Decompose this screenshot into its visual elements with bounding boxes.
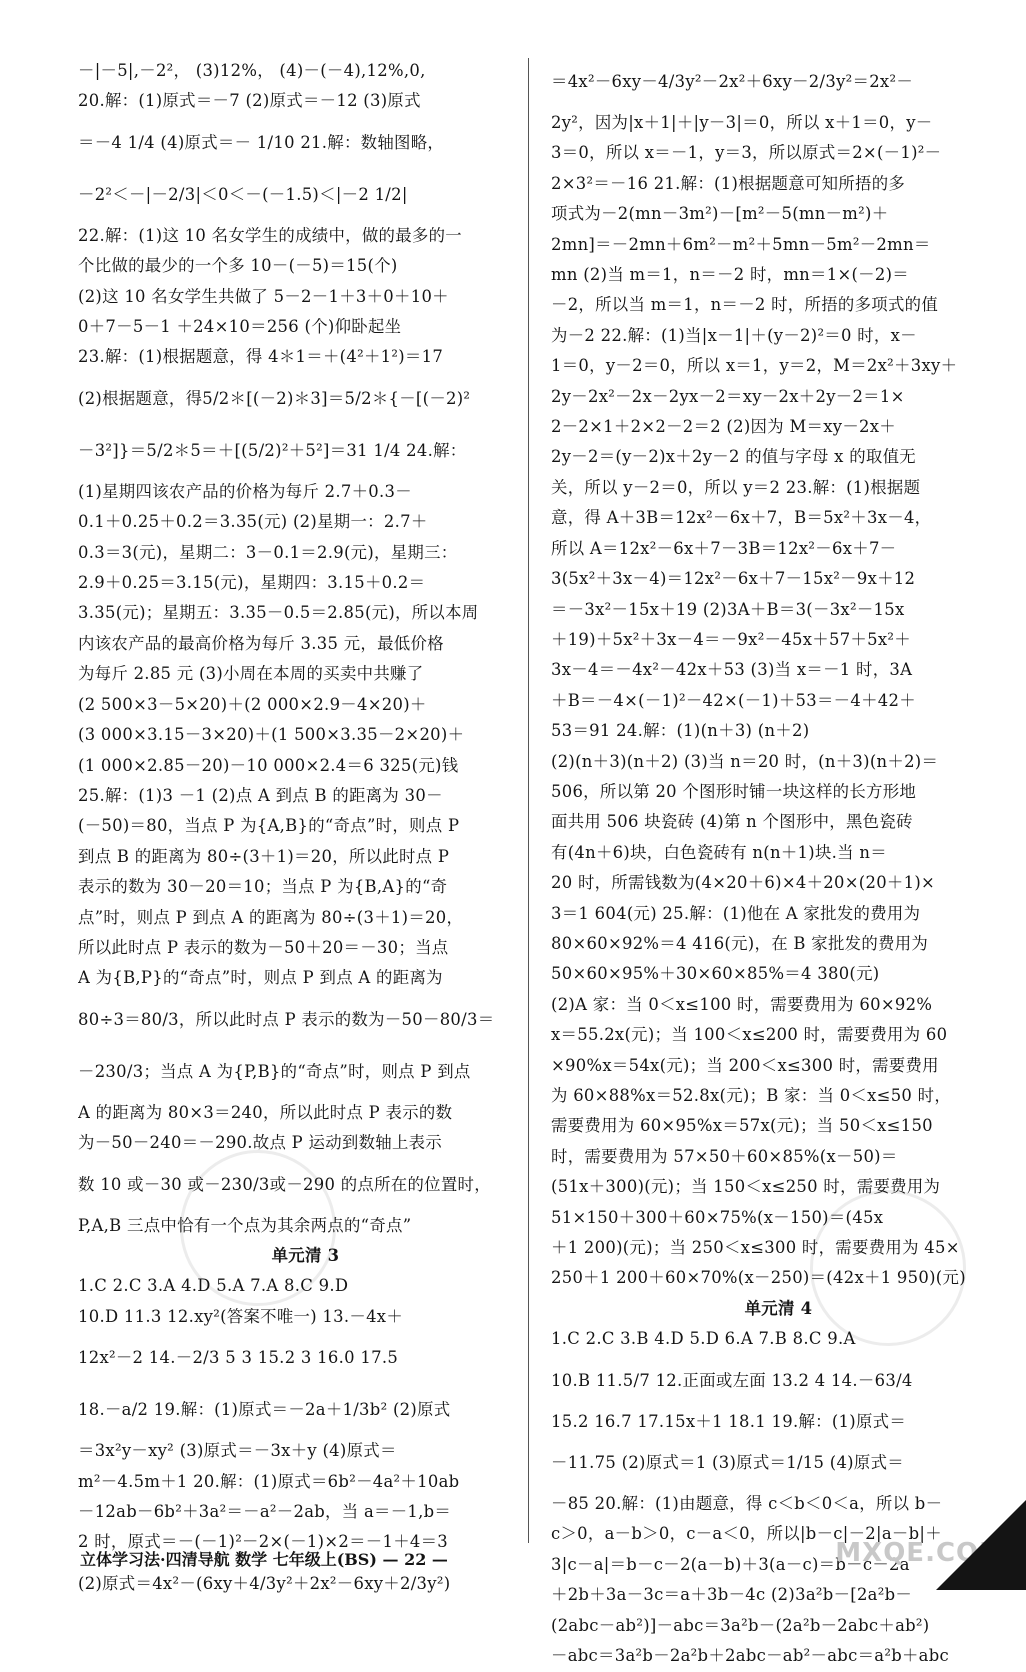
text-line: 12x²－2 14.－2/3 5 3 15.2 3 16.0 17.5: [78, 1348, 399, 1368]
text-line: 有(4n＋6)块，白色瓷砖有 n(n＋1)块.当 n＝: [551, 842, 887, 862]
text-line: 50×60×95%＋30×60×85%＝4 380(元): [551, 964, 880, 984]
text-line: 3x－4＝－4x²－42x＋53 (3)当 x＝－1 时，3A: [551, 660, 913, 680]
text-line: ＝4x²－6xy－4/3y²－2x²＋6xy－2/3y²＝2x²－: [551, 72, 914, 91]
text-line: 时，需要费用为 57×50＋60×85%(x－50)＝: [551, 1146, 898, 1166]
text-line: －230/3；当点 A 为{P,B}的“奇点”时，则点 P 到点: [78, 1061, 471, 1081]
text-line: m²－4.5m＋1 20.解：(1)原式＝6b²－4a²＋10ab: [78, 1471, 460, 1491]
text-line: 关，所以 y－2＝0，所以 y＝2 23.解：(1)根据题: [551, 477, 921, 497]
text-line: 1.C 2.C 3.B 4.D 5.D 6.A 7.B 8.C 9.A: [551, 1329, 856, 1349]
text-line: x＝55.2x(元)；当 100＜x≤200 时，需要费用为 60: [551, 1025, 948, 1045]
text-line: －11.75 (2)原式＝1 (3)原式＝1/15 (4)原式＝: [551, 1453, 904, 1473]
text-line: －12ab－6b²＋3a²＝－a²－2ab，当 a＝－1,b＝: [78, 1502, 452, 1521]
text-line: 个比做的最少的一个多 10－(－5)＝15(个): [78, 256, 398, 276]
text-line: 内该农产品的最高价格为每斤 3.35 元，最低价格: [78, 633, 444, 653]
text-line: 3|c－a|＝b－c－2(a－b)＋3(a－c)＝b－c－2a: [551, 1554, 910, 1574]
text-line: 意，得 A＋3B＝12x²－6x＋7，B＝5x²＋3x－4，: [551, 508, 932, 528]
text-line: 22.解：(1)这 10 名女学生的成绩中，做的最多的一: [78, 225, 462, 245]
text-line: ＋1 200)(元)；当 250＜x≤300 时，需要费用为 45×: [551, 1238, 960, 1258]
column-divider: [528, 58, 529, 1543]
text-line: (2abc－ab²)]－abc＝3a²b－(2a²b－2abc＋ab²): [551, 1615, 930, 1635]
text-line: －85 20.解：(1)由题意，得 c＜b＜0＜a，所以 b－: [551, 1494, 943, 1514]
text-line: ＋19)＋5x²＋3x－4＝－9x²－45x＋57＋5x²＋: [551, 629, 911, 649]
text-line: 80÷3＝80/3，所以此时点 P 表示的数为－50－80/3＝: [78, 1009, 495, 1029]
text-line: 2y²，因为|x＋1|＋|y－3|＝0，所以 x＋1＝0，y－: [551, 113, 933, 132]
text-line: 3(5x²＋3x－4)＝12x²－6x＋7－15x²－9x＋12: [551, 569, 916, 589]
text-line: (3 000×3.15－3×20)＋(1 500×3.35－2×20)＋: [78, 725, 465, 745]
text-line: 所以 A＝12x²－6x＋7－3B＝12x²－6x＋7－: [551, 538, 897, 558]
text-line: 为 60×88%x＝52.8x(元)；B 家：当 0＜x≤50 时，: [551, 1086, 952, 1105]
text-line: 51×150＋300＋60×75%(x－150)＝(45x: [551, 1207, 884, 1227]
right-column: [551, 56, 1006, 1672]
text-line: 0.3＝3(元)，星期二：3－0.1＝2.9(元)，星期三：: [78, 542, 458, 562]
text-line: ＋2b＋3a－3c＝a＋3b－4c (2)3a²b－[2a²b－: [551, 1585, 913, 1605]
text-line: 2y－2x²－2x－2yx－2＝xy－2x＋2y－2＝1×: [551, 386, 905, 406]
text-line: 2.9＋0.25＝3.15(元)，星期四：3.15＋0.2＝: [78, 573, 426, 593]
text-line: ＝－3x²－15x＋19 (2)3A＋B＝3(－3x²－15x: [551, 599, 905, 619]
text-line: A 的距离为 80×3＝240，所以此时点 P 表示的数: [78, 1102, 453, 1122]
text-line: 10.B 11.5/7 12.正面或左面 13.2 4 14.－63/4: [551, 1370, 913, 1390]
left-column: [78, 56, 533, 1610]
text-line: (－50)＝80，当点 P 为{A,B}的“奇点”时，则点 P: [78, 816, 460, 836]
site-watermark: MXQE.COM: [835, 1538, 1006, 1568]
text-line: 3＝1 604(元) 25.解：(1)他在 A 家批发的费用为: [551, 903, 921, 923]
page-corner-fold: [936, 1500, 1026, 1590]
text-line: －2，所以当 m＝1，n＝－2 时，所捂的多项式的值: [551, 295, 939, 315]
text-line: ＝3x²y－xy² (3)原式＝－3x＋y (4)原式＝: [78, 1441, 397, 1461]
text-line: 80×60×92%＝4 416(元)，在 B 家批发的费用为: [551, 933, 929, 953]
text-line: 面共用 506 块瓷砖 (4)第 n 个图形中，黑色瓷砖: [551, 812, 913, 832]
text-line: (2 500×3－5×20)＋(2 000×2.9－4×20)＋: [78, 694, 427, 714]
text-line: －|－5|,－2²， (3)12%， (4)－(－4),12%,0,: [78, 61, 426, 80]
text-line: 项式为－2(mn－3m²)－[m²－5(mn－m²)＋: [551, 204, 889, 224]
text-line: 506，所以第 20 个图形时铺一块这样的长方形地: [551, 781, 917, 801]
text-line: (51x＋300)(元)；当 150＜x≤250 时，需要费用为: [551, 1177, 941, 1197]
text-line: ×90%x＝54x(元)；当 200＜x≤300 时，需要费用: [551, 1055, 939, 1075]
text-line: 点”时，则点 P 到点 A 的距离为 80÷(3＋1)＝20，: [78, 907, 464, 927]
text-line: 2－2×1＋2×2－2＝2 (2)因为 M＝xy－2x＋: [551, 417, 896, 437]
text-line: P,A,B 三点中恰有一个点为其余两点的“奇点”: [78, 1215, 412, 1235]
text-line: ＝－4 1/4 (4)原式＝－ 1/10 21.解：数轴图略，: [78, 132, 445, 152]
text-line: 1.C 2.C 3.A 4.D 5.A 7.A 8.C 9.D: [78, 1276, 349, 1296]
text-line: c＞0，a－b＞0，c－a＜0，所以|b－c|－2|a－b|＋: [551, 1524, 942, 1544]
page-footer: 立体学习法·四清导航 数学 七年级上(BS) — 22 —: [80, 1550, 448, 1569]
text-line: (2)A 家：当 0＜x≤100 时，需要费用为 60×92%: [551, 994, 933, 1014]
text-line: 2mn]＝－2mn＋6m²－m²＋5mn－5m²－2mn＝: [551, 234, 931, 254]
text-line: (1 000×2.85－20)－10 000×2.4＝6 325(元)钱: [78, 755, 459, 775]
text-line: 3.35(元)；星期五：3.35－0.5＝2.85(元)，所以本周: [78, 603, 479, 623]
text-line: －abc＝3a²b－2a²b＋2abc－ab²－abc＝a²b＋abc: [551, 1646, 950, 1666]
text-line: 20.解：(1)原式＝－7 (2)原式＝－12 (3)原式: [78, 91, 421, 111]
text-line: 15.2 16.7 17.15x＋1 18.1 19.解：(1)原式＝: [551, 1411, 907, 1431]
text-line: 0＋7－5－1 ＋24×10＝256 (个)仰卧起坐: [78, 317, 402, 337]
text-line: 表示的数为 30－20＝10；当点 P 为{B,A}的“奇: [78, 877, 448, 897]
text-line: 2 时，原式＝－(－1)²－2×(－1)×2＝－1＋4＝3: [78, 1532, 449, 1552]
text-line: (2)原式＝4x²－(6xy＋4/3y²＋2x²－6xy＋2/3y²): [78, 1573, 451, 1593]
text-line: 23.解：(1)根据题意，得 4＊1＝＋(4²＋1²)＝17: [78, 347, 444, 367]
text-line: 2×3²＝－16 21.解：(1)根据题意可知所捂的多: [551, 173, 906, 193]
text-line: 0.1＋0.25＋0.2＝3.35(元) (2)星期一：2.7＋: [78, 512, 428, 532]
text-line: 1＝0，y－2＝0，所以 x＝1，y＝2，M＝2x²＋3xy＋: [551, 356, 958, 376]
text-line: (2)这 10 名女学生共做了 5－2－1＋3＋0＋10＋: [78, 286, 449, 306]
text-line: －2²＜－|－2/3|＜0＜－(－1.5)＜|－2 1/2|: [78, 184, 408, 204]
section-heading: 单元清 3: [271, 1245, 340, 1265]
text-line: 需要费用为 60×95%x＝57x(元)；当 50＜x≤150: [551, 1116, 933, 1136]
text-line: ＋B＝－4×(－1)²－42×(－1)＋53＝－4＋42＋: [551, 690, 916, 710]
text-line: (2)根据题意，得5/2＊[(－2)＊3]＝5/2＊{－[(－2)²: [78, 388, 471, 408]
text-line: 10.D 11.3 12.xy²(答案不唯一) 13.－4x＋: [78, 1306, 404, 1326]
text-line: 2y－2＝(y－2)x＋2y－2 的值与字母 x 的取值无: [551, 447, 916, 467]
text-line: 为－50－240＝－290.故点 P 运动到数轴上表示: [78, 1133, 443, 1153]
text-line: (1)星期四该农产品的价格为每斤 2.7＋0.3－: [78, 481, 412, 501]
text-line: 为每斤 2.85 元 (3)小周在本周的买卖中共赚了: [78, 664, 424, 684]
text-line: mn (2)当 m＝1，n＝－2 时，mn＝1×(－2)＝: [551, 265, 909, 285]
text-line: 3＝0，所以 x＝－1，y＝3，所以原式＝2×(－1)²－: [551, 143, 942, 163]
text-line: 所以此时点 P 表示的数为－50＋20＝－30；当点: [78, 937, 449, 957]
text-line: －3²]}＝5/2＊5＝＋[(5/2)²＋5²]＝31 1/4 24.解：: [78, 440, 467, 460]
text-line: 18.－a/2 19.解：(1)原式＝－2a＋1/3b² (2)原式: [78, 1400, 451, 1420]
text-line: A 为{B,P}的“奇点”时，则点 P 到点 A 的距离为: [78, 968, 443, 988]
text-line: 250＋1 200＋60×70%(x－250)＝(42x＋1 950)(元): [551, 1268, 966, 1288]
text-line: 为－2 22.解：(1)当|x－1|＋(y－2)²＝0 时，x－: [551, 325, 917, 345]
text-line: 到点 B 的距离为 80÷(3＋1)＝20，所以此时点 P: [78, 846, 450, 866]
text-line: 53＝91 24.解：(1)(n＋3) (n＋2): [551, 721, 810, 741]
text-line: 20 时，所需钱数为(4×20＋6)×4＋20×(20＋1)×: [551, 873, 936, 893]
text-line: (2)(n＋3)(n＋2) (3)当 n＝20 时，(n＋3)(n＋2)＝: [551, 751, 939, 771]
section-heading: 单元清 4: [744, 1298, 813, 1318]
text-line: 数 10 或－30 或－230/3或－290 的点所在的位置时，: [78, 1174, 491, 1194]
text-line: 25.解：(1)3 －1 (2)点 A 到点 B 的距离为 30－: [78, 785, 443, 805]
